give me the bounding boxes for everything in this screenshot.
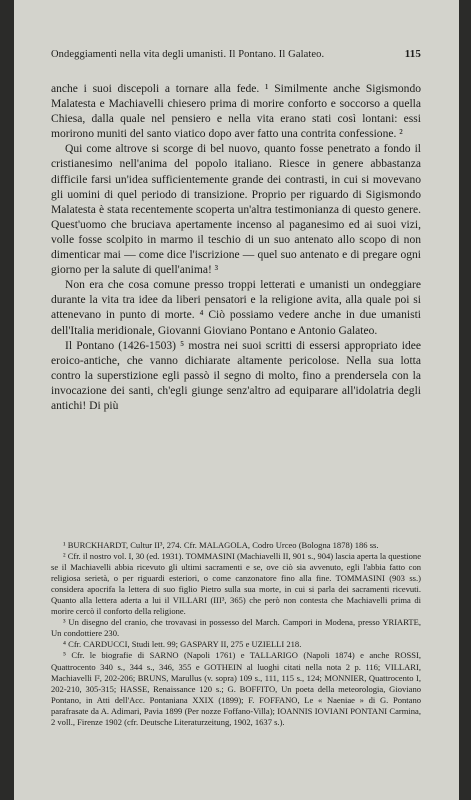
footnotes xyxy=(51,540,421,728)
footnote: ² Cfr. il nostro vol. I, 30 (ed. 1931). TOMMASINI (Machiavelli II, 901 s., 904) lascia aperta la questione se il Machiavelli abbia ricevuto gli ultimi sacramenti e se, ove ciò sia avvenuto, egli l'abbia fatto con religiosa serietà, o per riguardi esteriori, o come canzonatore fino alla fine. TOMMASINI (903 ss.) considera apocrifa la lettera di suo figlio Pietro sulla sua morte, in cui si parla dei sacramenti ricevuti. Quanto alla lettera aderta a lui il VILLARI (III³, 365) che però non contesta che Machiavelli prima di morire cercò il conforto della religione. xyxy=(51,551,421,617)
main-text xyxy=(51,82,421,414)
book-page xyxy=(14,0,459,800)
footnote: ⁴ Cfr. CARDUCCI, Studi lett. 99; GASPARY II, 275 e UZIELLI 218. xyxy=(63,639,302,650)
running-header xyxy=(51,48,421,60)
page-number: 115 xyxy=(404,48,421,60)
paragraph: Non era che cosa comune presso troppi letterati e umanisti un ondeggiare durante la vita tra idee da liberi pensatori e la religione avita, alla quale poi si attenevano in punto di morte. ⁴ Ciò possiamo vedere anche in due umanisti dell'Italia meridionale, Giovanni Gioviano Pontano e Antonio Galateo. xyxy=(51,279,421,337)
footnote: ¹ BURCKHARDT, Cultur II³, 274. Cfr. MALAGOLA, Codro Urceo (Bologna 1878) 186 ss. xyxy=(63,540,379,550)
paragraph: Qui come altrove si scorge di bel nuovo, quanto fosse penetrato a fondo il cristianesimo nell'anima del popolo italiano. Riesce in genere abbastanza difficile farsi un'idea sufficientemente grande dei contrasti, in cui si movevano gli uomini di quel periodo di transizione. Proprio per riguardo di Sigismondo Malatesta è stata recentemente scoperta un'altra testimonianza di questo genere. Quest'uomo che bruciava apertamente incenso al paganesimo ed ai suoi vizi, volle fosse scolpito in marmo il teschio di un suo antenato allo scopo di non dimenticar mai — come dice l'iscrizione — quel suo antenato e di pregare ogni giorno per la salute di quell'anima! ³ xyxy=(51,143,421,277)
footnote: ³ Un disegno del cranio, che trovavasi in possesso del March. Campori in Modena, presso YRIARTE, Un condottiere 230. xyxy=(51,617,421,639)
paragraph: anche i suoi discepoli a tornare alla fede. ¹ Similmente anche Sigismondo Malatesta e Machiavelli chiesero prima di morire conforto e soccorso a quella Chiesa, dalla quale nel pensiero e nella vita erano stati così lontani: essi morirono muniti del santo viatico dopo aver fatto una contrita confessione. ² xyxy=(51,83,421,141)
footnote: ⁵ Cfr. le biografie di SARNO (Napoli 1761) e TALLARIGO (Napoli 1874) e anche ROSSI, Quattrocento 340 s., 344 s., 346, 355 e GOTHEIN al luoghi citati nella nota 2 p. 116; VILLARI, Machiavelli I², 202-206; BRUNS, Marullus (v. sopra) 109 s., 111, 115 s., 124; MONNIER, Quattrocento I, 202-210, 305-315; HASSE, Renaissance 120 s.; G. BOFFITO, Un poeta della meteorologia, Gioviano Pontano, in Atti dell'Acc. Pontaniana XXIX (1899); F. FOFFANO, Le « Naeniae » di G. Pontano parafrasate da A. Adimari, Pavia 1899 (Per nozze Foffano-Villa); IOANNIS IOVIANI PONTANI Carmina, 2 voll., Firenze 1902 (cfr. Deutsche Literaturzeitung, 1902, 1637 s.). xyxy=(51,650,421,727)
running-title: Ondeggiamenti nella vita degli umanisti. Il Pontano. Il Galateo. xyxy=(51,49,325,60)
paragraph: Il Pontano (1426-1503) ⁵ mostra nei suoi scritti di essersi appropriato idee eroico-antiche, che vanno dichiarate altamente pericolose. Nella sua lotta contro la superstizione egli passò il segno di molto, fino a prendersela con la invocazione dei santi, ch'egli giunge senz'altro ad equiparare all'idolatria degli antichi! Di più xyxy=(51,339,421,412)
